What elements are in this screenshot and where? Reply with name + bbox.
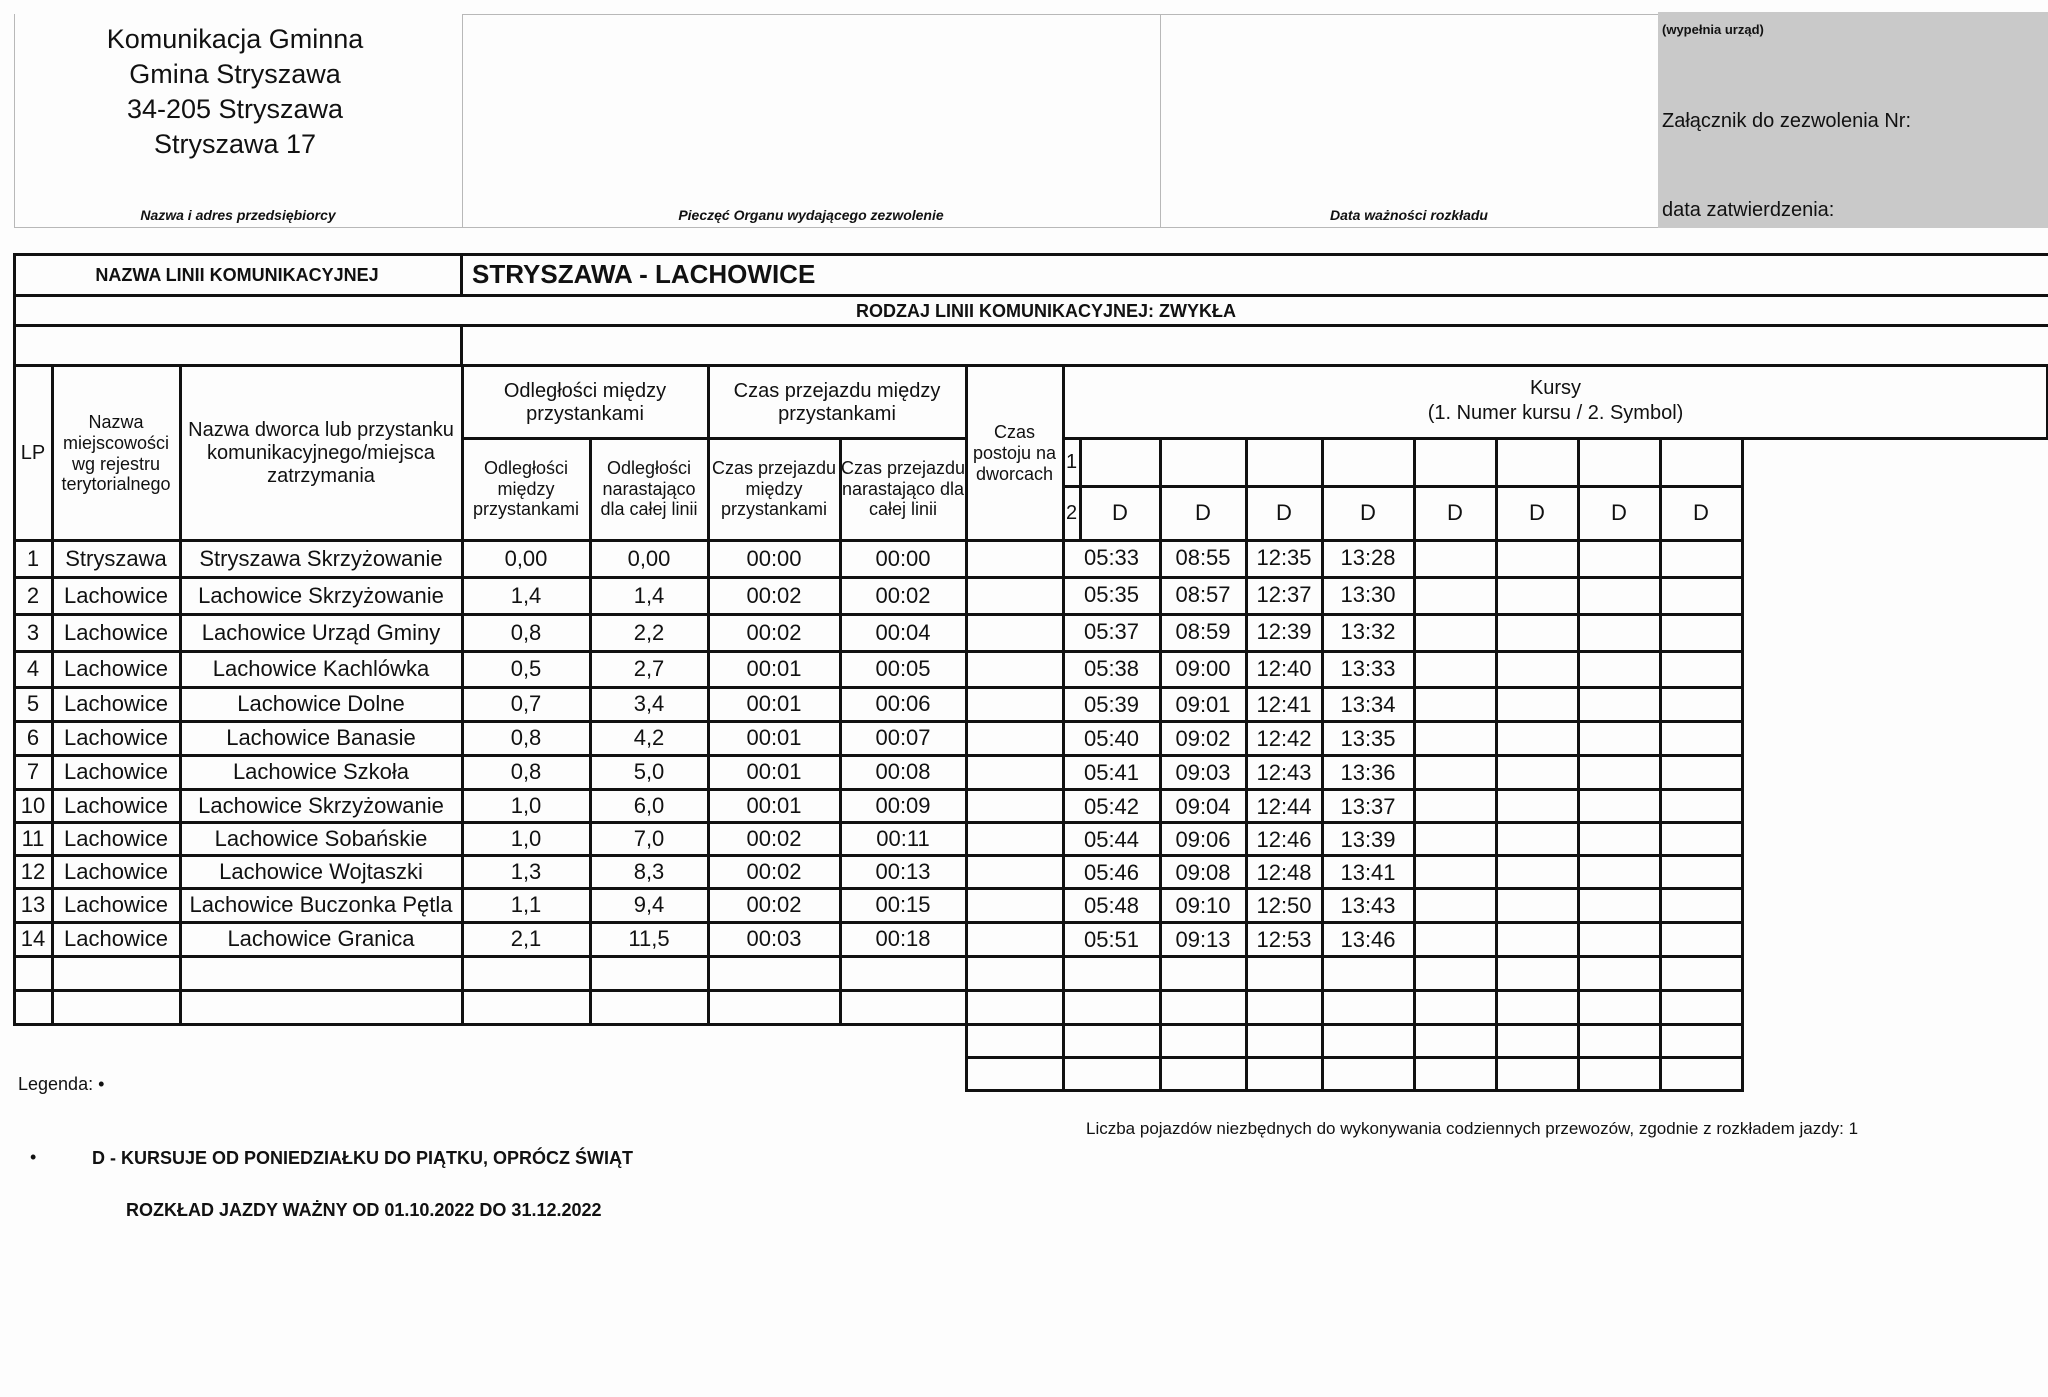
departure-time-cell xyxy=(1063,1024,1160,1057)
locality-cell: Lachowice xyxy=(64,656,168,682)
travel-time-cell: 00:02 xyxy=(746,858,802,884)
course-number-cell xyxy=(1322,438,1414,486)
locality-cell: Lachowice xyxy=(64,582,168,608)
departure-time-cell: 12:39 xyxy=(1256,619,1312,644)
col-header-distance-between: Odległości między przystankami xyxy=(472,457,580,520)
departure-time-cell xyxy=(1578,822,1660,855)
validity-area xyxy=(1161,15,1658,205)
departure-time-cell xyxy=(1578,540,1660,577)
travel-time-cumulative-cell xyxy=(840,956,966,990)
course-number-cell xyxy=(1080,438,1160,486)
col-header-stop: Nazwa dworca lub przystanku komunikacyjnego/miejsca zatrzymania xyxy=(188,419,454,487)
travel-time-cell: 00:01 xyxy=(746,759,802,785)
locality-cell: Lachowice xyxy=(64,792,168,818)
distance-cell: 0,8 xyxy=(510,725,542,751)
departure-time-cell: 13:30 xyxy=(1340,582,1396,607)
departure-time-cell: 09:00 xyxy=(1175,656,1231,681)
distance-cell: 1,0 xyxy=(510,792,542,818)
stop-name-cell: Lachowice Buczonka Pętla xyxy=(189,892,453,918)
attachment-number-label: Załącznik do zezwolenia Nr: xyxy=(1662,110,1911,132)
travel-time-cumulative-cell: 00:18 xyxy=(875,926,931,952)
departure-time-cell xyxy=(1414,577,1496,614)
travel-time-cell: 00:01 xyxy=(746,656,802,682)
departure-time-cell xyxy=(1496,822,1578,855)
departure-time-cell xyxy=(1414,1024,1496,1057)
distance-cell: 0,00 xyxy=(504,545,548,571)
departure-time-cell: 05:33 xyxy=(1083,545,1140,570)
stop-time-cell xyxy=(966,789,1063,822)
travel-time-cumulative-cell: 00:02 xyxy=(875,582,931,608)
departure-time-cell: 12:53 xyxy=(1256,927,1312,952)
departure-time-cell xyxy=(1496,990,1578,1024)
departure-time-cell xyxy=(1660,822,1742,855)
course-symbol-cell: D xyxy=(1195,500,1211,526)
stop-time-cell xyxy=(966,755,1063,789)
validity-caption: Data ważności rozkładu xyxy=(1330,207,1488,223)
departure-time-cell xyxy=(1660,651,1742,687)
departure-time-cell xyxy=(1496,614,1578,651)
locality-cell: Lachowice xyxy=(64,691,168,717)
office-note: (wypełnia urząd) xyxy=(1662,22,1764,37)
stop-name-cell: Lachowice Skrzyżowanie xyxy=(198,792,444,818)
course-symbol-cell: D xyxy=(1447,500,1463,526)
company-name: Komunikacja Gminna xyxy=(106,24,364,54)
departure-time-cell xyxy=(1578,789,1660,822)
line-name-value: STRYSZAWA - LACHOWICE xyxy=(472,259,816,290)
departure-time-cell xyxy=(1246,990,1322,1024)
travel-time-cumulative-cell: 00:05 xyxy=(875,656,931,682)
distance-cell: 0,5 xyxy=(510,656,542,682)
course-symbol-cell: D xyxy=(1276,500,1292,526)
departure-time-cell xyxy=(1414,789,1496,822)
departure-time-cell xyxy=(1322,990,1414,1024)
stop-time-cell xyxy=(966,721,1063,755)
departure-time-cell xyxy=(1660,789,1742,822)
distance-cumulative-cell: 7,0 xyxy=(633,825,665,851)
distance-cumulative-cell: 1,4 xyxy=(633,582,665,608)
travel-time-cumulative-cell: 00:04 xyxy=(875,619,931,645)
locality-cell: Lachowice xyxy=(64,725,168,751)
departure-time-cell: 12:42 xyxy=(1256,726,1312,751)
departure-time-cell: 09:01 xyxy=(1175,692,1231,717)
travel-time-cumulative-cell: 00:15 xyxy=(875,892,931,918)
departure-time-cell: 09:03 xyxy=(1175,760,1231,785)
lp-cell: 4 xyxy=(26,656,40,682)
departure-time-cell xyxy=(1660,721,1742,755)
stop-name-cell: Lachowice Sobańskie xyxy=(214,825,428,851)
travel-time-cell: 00:01 xyxy=(746,725,802,751)
departure-time-cell xyxy=(1414,990,1496,1024)
departure-time-cell xyxy=(1414,755,1496,789)
locality-cell xyxy=(52,956,180,990)
travel-time-cell: 00:00 xyxy=(746,545,802,571)
office-box xyxy=(1658,12,2048,228)
departure-time-cell: 12:44 xyxy=(1256,794,1312,819)
stop-name-cell: Lachowice Kachlówka xyxy=(212,656,430,682)
departure-time-cell: 13:33 xyxy=(1340,656,1396,681)
course-number-cell xyxy=(1246,438,1322,486)
stop-time-cell xyxy=(966,577,1063,614)
rule xyxy=(460,253,463,297)
rule xyxy=(460,325,463,367)
distance-cell: 1,3 xyxy=(510,858,542,884)
departure-time-cell xyxy=(1322,956,1414,990)
distance-cumulative-cell: 5,0 xyxy=(633,759,665,785)
departure-time-cell xyxy=(1578,577,1660,614)
departure-time-cell xyxy=(1578,755,1660,789)
travel-time-cell xyxy=(708,990,840,1024)
departure-time-cell xyxy=(1414,1057,1496,1090)
departure-time-cell xyxy=(1322,1057,1414,1090)
departure-time-cell xyxy=(1063,1057,1160,1090)
departure-time-cell: 05:46 xyxy=(1083,860,1140,885)
stop-time-cell xyxy=(966,956,1063,990)
timetable-validity: ROZKŁAD JAZDY WAŻNY OD 01.10.2022 DO 31.12.2022 xyxy=(126,1200,602,1220)
distance-cell: 2,1 xyxy=(510,926,542,952)
course-symbol-cell: D xyxy=(1360,500,1376,526)
stop-time-cell xyxy=(966,1024,1063,1057)
courses-header xyxy=(1063,367,2048,438)
departure-time-cell: 12:43 xyxy=(1256,760,1312,785)
course-symbol-cell: D xyxy=(1529,500,1545,526)
stop-name-cell: Lachowice Banasie xyxy=(226,725,416,751)
stop-time-cell xyxy=(966,990,1063,1024)
legend-item-d: D - KURSUJE OD PONIEDZIAŁKU DO PIĄTKU, OPRÓCZ ŚWIĄT xyxy=(92,1148,634,1168)
lp-cell: 11 xyxy=(21,825,45,851)
lp-cell: 13 xyxy=(20,892,46,918)
departure-time-cell: 12:40 xyxy=(1256,656,1312,681)
departure-time-cell: 13:28 xyxy=(1340,545,1396,570)
col-header-time-group: Czas przejazdu między przystankami xyxy=(733,379,941,425)
course-symbol-cell: D xyxy=(1693,500,1709,526)
departure-time-cell: 13:46 xyxy=(1340,927,1396,952)
stop-time-cell xyxy=(966,614,1063,651)
travel-time-cumulative-cell: 00:08 xyxy=(875,759,931,785)
departure-time-cell xyxy=(1063,956,1160,990)
departure-time-cell: 12:48 xyxy=(1256,860,1312,885)
departure-time-cell xyxy=(1660,577,1742,614)
departure-time-cell xyxy=(1578,990,1660,1024)
course-symbol-cell: D xyxy=(1611,500,1627,526)
distance-cell: 0,8 xyxy=(510,619,542,645)
col-header-lp: LP xyxy=(20,442,46,464)
company-caption: Nazwa i adres przedsiębiorcy xyxy=(140,207,336,223)
departure-time-cell: 08:57 xyxy=(1175,582,1231,607)
departure-time-cell xyxy=(1578,651,1660,687)
col-header-stop-time: Czas postoju na dworcach xyxy=(972,422,1057,484)
lp-cell: 12 xyxy=(20,858,46,884)
departure-time-cell xyxy=(1578,614,1660,651)
course-number-cell xyxy=(1496,438,1578,486)
distance-cumulative-cell: 8,3 xyxy=(633,858,665,884)
distance-cumulative-cell: 11,5 xyxy=(628,926,670,952)
approval-date-label: data zatwierdzenia: xyxy=(1662,199,1835,221)
departure-time-cell xyxy=(1578,687,1660,721)
departure-time-cell: 13:37 xyxy=(1340,794,1396,819)
locality-cell: Lachowice xyxy=(64,926,168,952)
travel-time-cumulative-cell xyxy=(840,990,966,1024)
departure-time-cell: 09:06 xyxy=(1175,827,1231,852)
stop-time-cell xyxy=(966,922,1063,956)
departure-time-cell xyxy=(1660,1024,1742,1057)
departure-time-cell xyxy=(1578,922,1660,956)
departure-time-cell: 09:02 xyxy=(1175,726,1231,751)
departure-time-cell xyxy=(1414,651,1496,687)
departure-time-cell: 09:08 xyxy=(1175,860,1231,885)
distance-cumulative-cell: 2,2 xyxy=(633,619,665,645)
departure-time-cell: 13:41 xyxy=(1340,860,1396,885)
departure-time-cell xyxy=(1496,687,1578,721)
departure-time-cell xyxy=(1660,922,1742,956)
travel-time-cumulative-cell: 00:06 xyxy=(875,691,931,717)
departure-time-cell xyxy=(1160,990,1246,1024)
stop-name-cell: Lachowice Skrzyżowanie xyxy=(198,582,444,608)
locality-cell: Lachowice xyxy=(64,825,168,851)
distance-cumulative-cell: 4,2 xyxy=(633,725,665,751)
stop-name-cell: Lachowice Dolne xyxy=(237,691,405,717)
distance-cumulative-cell: 2,7 xyxy=(633,656,665,682)
travel-time-cell xyxy=(708,956,840,990)
lp-cell: 7 xyxy=(26,759,40,785)
stop-time-cell xyxy=(966,855,1063,888)
locality-cell: Stryszawa xyxy=(65,545,167,571)
distance-cell: 0,8 xyxy=(510,759,542,785)
stamp-area xyxy=(463,15,1160,205)
travel-time-cell: 00:03 xyxy=(746,926,802,952)
departure-time-cell xyxy=(1578,1057,1660,1090)
departure-time-cell: 08:55 xyxy=(1175,545,1231,570)
stop-name-cell xyxy=(180,956,462,990)
stop-name-cell: Lachowice Szkoła xyxy=(232,759,410,785)
company-municipality: Gmina Stryszawa xyxy=(129,59,341,89)
distance-cumulative-cell xyxy=(590,990,708,1024)
departure-time-cell xyxy=(1578,888,1660,922)
departure-time-cell xyxy=(1414,721,1496,755)
departure-time-cell xyxy=(1496,1024,1578,1057)
departure-time-cell xyxy=(1496,651,1578,687)
departure-time-cell: 05:41 xyxy=(1083,760,1140,785)
company-street: Stryszawa 17 xyxy=(153,129,317,159)
departure-time-cell: 05:51 xyxy=(1083,927,1140,952)
departure-time-cell xyxy=(1660,1057,1742,1090)
travel-time-cumulative-cell: 00:11 xyxy=(876,825,930,851)
travel-time-cell: 00:02 xyxy=(746,582,802,608)
line-type: RODZAJ LINII KOMUNIKACYJNEJ: ZWYKŁA xyxy=(855,300,1236,321)
lp-cell: 2 xyxy=(26,582,40,608)
col-header-distance-group: Odległości między przystankami xyxy=(503,379,667,425)
departure-time-cell xyxy=(1414,888,1496,922)
stop-time-cell xyxy=(966,687,1063,721)
departure-time-cell xyxy=(1414,614,1496,651)
lp-cell: 14 xyxy=(20,926,46,952)
stop-name-cell: Lachowice Urząd Gminy xyxy=(201,619,441,645)
stamp-caption: Pieczęć Organu wydającego zezwolenie xyxy=(678,207,944,223)
departure-time-cell: 05:38 xyxy=(1083,656,1140,681)
departure-time-cell: 08:59 xyxy=(1175,619,1231,644)
locality-cell: Lachowice xyxy=(64,619,168,645)
company-postal: 34-205 Stryszawa xyxy=(126,94,344,124)
departure-time-cell: 12:50 xyxy=(1256,893,1312,918)
departure-time-cell xyxy=(1578,956,1660,990)
course-number-cell xyxy=(1414,438,1496,486)
stop-name-cell: Stryszawa Skrzyżowanie xyxy=(199,545,443,571)
lp-cell: 3 xyxy=(26,619,40,645)
lp-cell: 10 xyxy=(20,792,46,818)
distance-cell: 0,7 xyxy=(510,691,542,717)
locality-cell: Lachowice xyxy=(64,858,168,884)
locality-cell: Lachowice xyxy=(64,892,168,918)
departure-time-cell xyxy=(1414,687,1496,721)
departure-time-cell xyxy=(1496,888,1578,922)
departure-time-cell xyxy=(1578,855,1660,888)
departure-time-cell: 13:43 xyxy=(1340,893,1396,918)
departure-time-cell: 12:37 xyxy=(1256,582,1312,607)
course-symbol-row-label: 2 xyxy=(1065,501,1078,524)
col-header-time-between: Czas przejazdu między przystankami xyxy=(711,457,837,520)
departure-time-cell xyxy=(1660,990,1742,1024)
departure-time-cell xyxy=(1496,789,1578,822)
departure-time-cell xyxy=(1160,956,1246,990)
departure-time-cell: 09:10 xyxy=(1175,893,1231,918)
departure-time-cell: 09:13 xyxy=(1175,927,1231,952)
courses-subtitle: (1. Numer kursu / 2. Symbol) xyxy=(1427,402,1684,424)
stop-time-cell xyxy=(966,651,1063,687)
departure-time-cell xyxy=(1414,822,1496,855)
departure-time-cell xyxy=(1496,855,1578,888)
distance-cumulative-cell: 0,00 xyxy=(627,545,671,571)
stop-time-cell xyxy=(966,540,1063,577)
departure-time-cell xyxy=(1160,1024,1246,1057)
departure-time-cell xyxy=(1496,721,1578,755)
departure-time-cell: 05:35 xyxy=(1083,582,1140,607)
lp-cell xyxy=(14,990,52,1024)
departure-time-cell xyxy=(1160,1057,1246,1090)
distance-cumulative-cell: 6,0 xyxy=(633,792,665,818)
course-number-cell xyxy=(1660,438,1742,486)
departure-time-cell: 09:04 xyxy=(1175,794,1231,819)
legend-bullet: • xyxy=(30,1147,37,1167)
departure-time-cell xyxy=(1414,540,1496,577)
col-header-time-cumulative: Czas przejazdu narastająco dla całej linii xyxy=(840,457,966,520)
departure-time-cell xyxy=(1322,1024,1414,1057)
legend-label: Legenda: • xyxy=(18,1074,105,1094)
travel-time-cumulative-cell: 00:07 xyxy=(875,725,931,751)
course-number-cell xyxy=(1578,438,1660,486)
departure-time-cell xyxy=(1660,956,1742,990)
travel-time-cell: 00:01 xyxy=(746,691,802,717)
departure-time-cell: 12:46 xyxy=(1256,827,1312,852)
departure-time-cell xyxy=(1660,687,1742,721)
departure-time-cell xyxy=(1578,721,1660,755)
departure-time-cell xyxy=(1660,888,1742,922)
stop-name-cell: Lachowice Granica xyxy=(227,926,415,952)
col-header-distance-cumulative: Odległości narastająco dla całej linii xyxy=(600,457,698,520)
departure-time-cell xyxy=(1660,540,1742,577)
departure-time-cell xyxy=(1246,956,1322,990)
departure-time-cell xyxy=(1660,855,1742,888)
departure-time-cell xyxy=(1063,990,1160,1024)
lp-cell xyxy=(14,956,52,990)
travel-time-cell: 00:02 xyxy=(746,619,802,645)
departure-time-cell xyxy=(1246,1057,1322,1090)
locality-cell xyxy=(52,990,180,1024)
travel-time-cumulative-cell: 00:13 xyxy=(875,858,931,884)
distance-cell xyxy=(462,956,590,990)
distance-cell: 1,0 xyxy=(510,825,542,851)
travel-time-cell: 00:02 xyxy=(746,825,802,851)
departure-time-cell: 05:44 xyxy=(1083,827,1140,852)
distance-cumulative-cell: 9,4 xyxy=(633,892,665,918)
company-block xyxy=(60,22,410,162)
departure-time-cell: 05:42 xyxy=(1083,794,1140,819)
departure-time-cell: 05:39 xyxy=(1083,692,1140,717)
departure-time-cell: 12:41 xyxy=(1256,692,1312,717)
departure-time-cell: 13:36 xyxy=(1340,760,1396,785)
departure-time-cell: 13:32 xyxy=(1340,619,1396,644)
departure-time-cell xyxy=(1246,1024,1322,1057)
departure-time-cell xyxy=(1496,577,1578,614)
departure-time-cell xyxy=(1496,540,1578,577)
lp-cell: 5 xyxy=(26,691,40,717)
departure-time-cell xyxy=(1660,614,1742,651)
departure-time-cell xyxy=(1496,956,1578,990)
vehicles-required-note: Liczba pojazdów niezbędnych do wykonywania codziennych przewozów, zgodnie z rozkładem jazdy: 1 xyxy=(1086,1119,1859,1138)
stop-name-cell: Lachowice Wojtaszki xyxy=(219,858,423,884)
lp-cell: 1 xyxy=(26,545,40,571)
departure-time-cell xyxy=(1414,855,1496,888)
stop-time-cell xyxy=(966,1057,1063,1090)
departure-time-cell xyxy=(1496,755,1578,789)
col-header-locality: Nazwa miejscowości wg rejestru terytorialnego xyxy=(61,412,171,495)
departure-time-cell: 05:48 xyxy=(1083,893,1140,918)
distance-cumulative-cell: 3,4 xyxy=(633,691,665,717)
departure-time-cell: 13:34 xyxy=(1340,692,1396,717)
departure-time-cell xyxy=(1496,1057,1578,1090)
departure-time-cell: 13:35 xyxy=(1340,726,1396,751)
departure-time-cell: 05:40 xyxy=(1083,726,1140,751)
travel-time-cumulative-cell: 00:00 xyxy=(875,545,931,571)
line-name-label: NAZWA LINII KOMUNIKACYJNEJ xyxy=(95,264,379,285)
course-symbol-cell: D xyxy=(1112,500,1128,526)
travel-time-cell: 00:01 xyxy=(746,792,802,818)
course-number-cell xyxy=(1160,438,1246,486)
stop-time-cell xyxy=(966,888,1063,922)
departure-time-cell: 05:37 xyxy=(1083,619,1140,644)
distance-cell: 1,1 xyxy=(510,892,542,918)
distance-cumulative-cell xyxy=(590,956,708,990)
courses-title: Kursy xyxy=(1529,377,1582,399)
travel-time-cell: 00:02 xyxy=(746,892,802,918)
locality-cell: Lachowice xyxy=(64,759,168,785)
departure-time-cell xyxy=(1660,755,1742,789)
stop-time-cell xyxy=(966,822,1063,855)
departure-time-cell: 13:39 xyxy=(1340,827,1396,852)
travel-time-cumulative-cell: 00:09 xyxy=(875,792,931,818)
distance-cell: 1,4 xyxy=(510,582,542,608)
stop-name-cell xyxy=(180,990,462,1024)
distance-cell xyxy=(462,990,590,1024)
departure-time-cell: 12:35 xyxy=(1256,545,1312,570)
departure-time-cell xyxy=(1496,922,1578,956)
departure-time-cell xyxy=(1578,1024,1660,1057)
lp-cell: 6 xyxy=(26,725,40,751)
course-number-row-label: 1 xyxy=(1065,450,1078,473)
departure-time-cell xyxy=(1414,922,1496,956)
departure-time-cell xyxy=(1414,956,1496,990)
